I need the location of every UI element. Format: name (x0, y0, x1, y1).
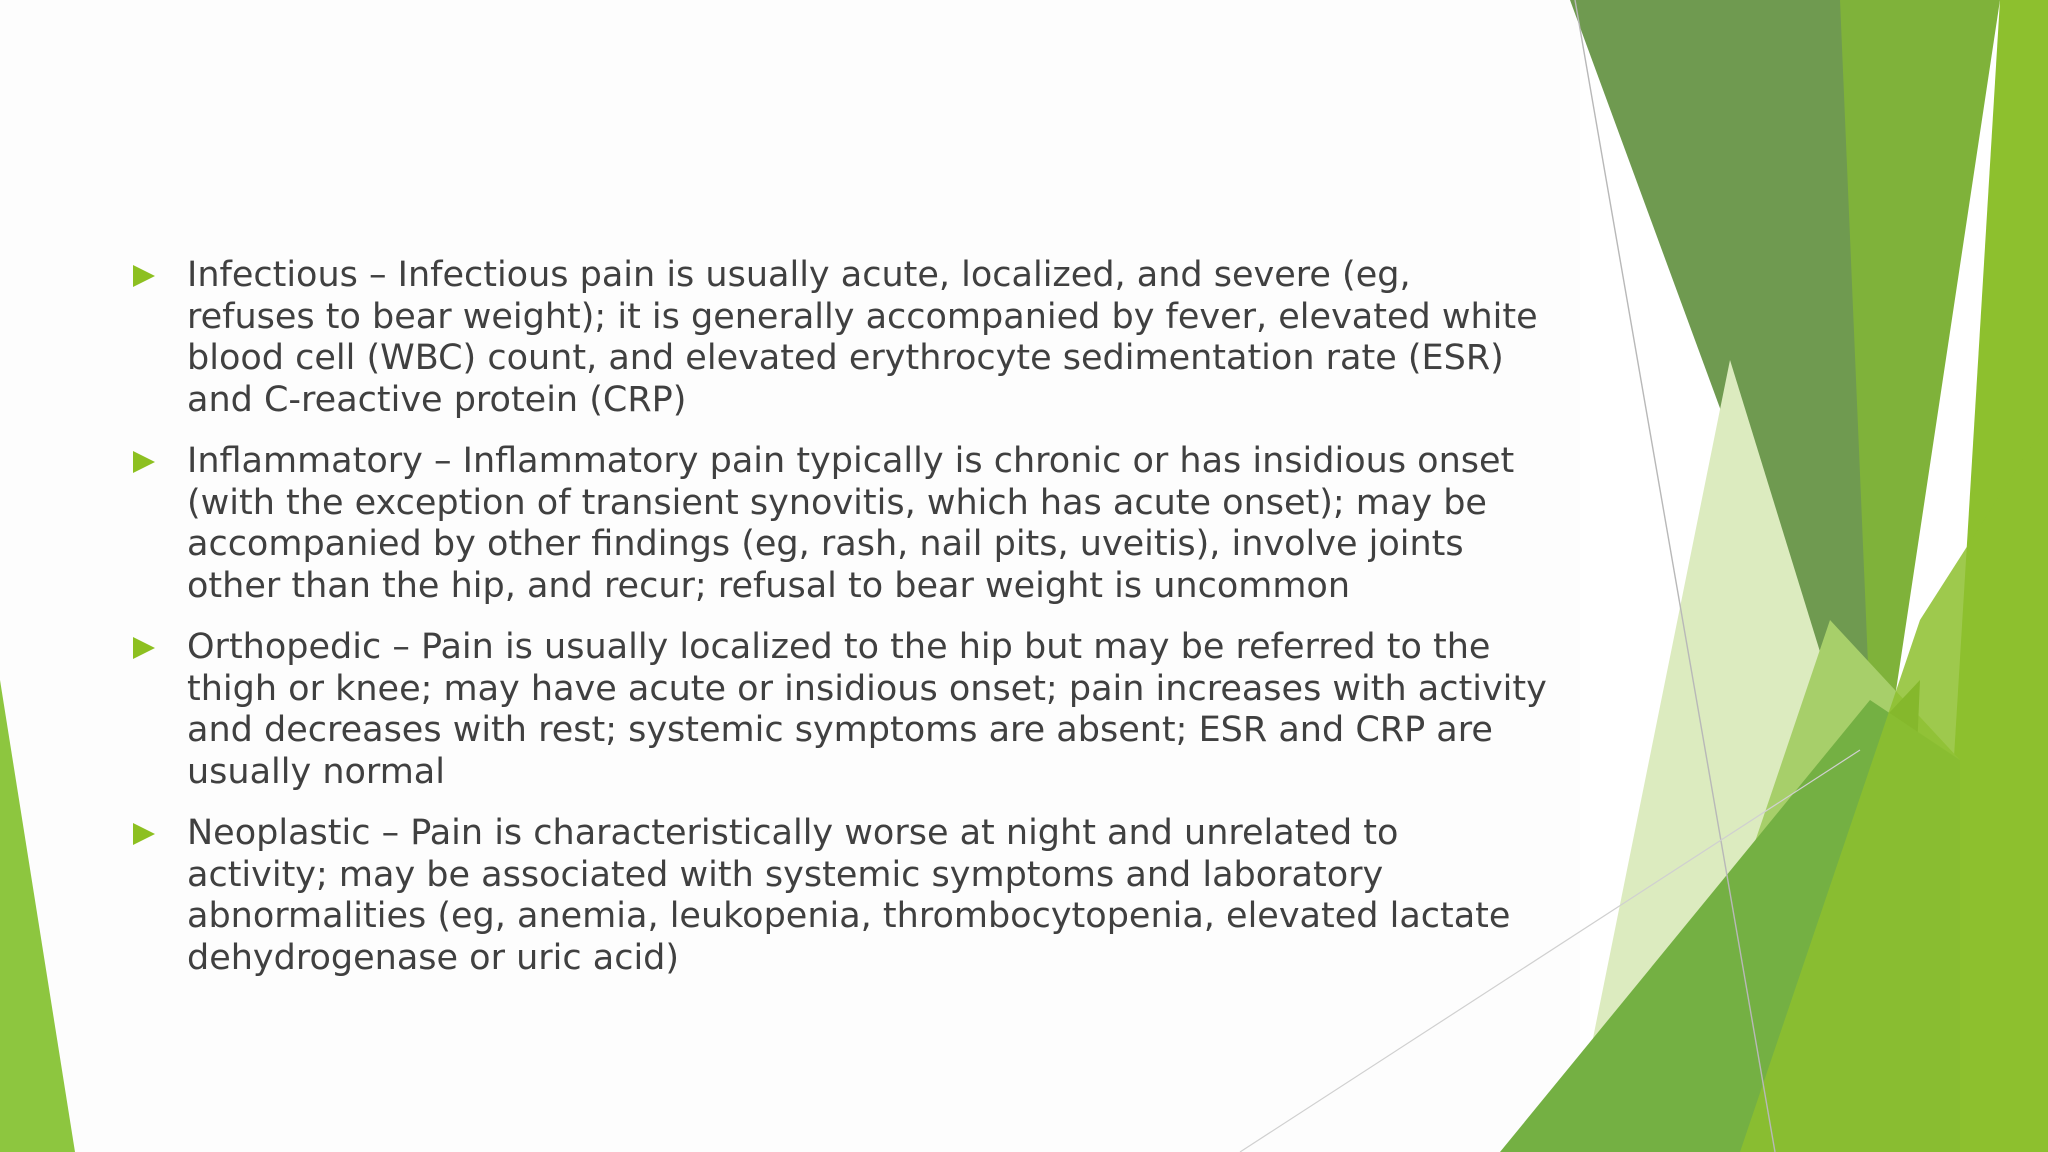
list-item (128, 627, 1548, 793)
triangle-bullet-icon (133, 265, 155, 287)
triangle-bullet-icon (133, 637, 155, 659)
list-item (128, 813, 1548, 979)
bullet-text: Neoplastic – Pain is characteristically worse at night and unrelated to activity; may be associated with systemic symptoms and laboratory abnormalities (eg, anemia, leukopenia, thrombocytopenia, elevated lactate dehydrogenase or uric acid) (187, 813, 1511, 978)
bullet-text: Infectious – Infectious pain is usually acute, localized, and severe (eg, refuses to bear weight); it is generally accompanied by fever, elevated white blood cell (WBC) count, and elevated erythrocyte sedimentation rate (ESR) and C-reactive protein (CRP) (187, 255, 1538, 420)
list-item (128, 441, 1548, 607)
list-item (128, 255, 1548, 421)
triangle-bullet-icon (133, 823, 155, 845)
bullet-list (128, 255, 1548, 999)
bullet-text: Orthopedic – Pain is usually localized to the hip but may be referred to the thigh or knee; may have acute or insidious onset; pain increases with activity and decreases with rest; systemic symptoms are absent; ESR and CRP are usually normal (187, 627, 1547, 792)
triangle-bullet-icon (133, 451, 155, 473)
bullet-text: Inflammatory – Inflammatory pain typically is chronic or has insidious onset (with the exception of transient synovitis, which has acute onset); may be accompanied by other findings (eg, rash, nail pits, uveitis), involve joints other than the hip, and recur; refusal to bear weight is uncommon (187, 441, 1515, 606)
